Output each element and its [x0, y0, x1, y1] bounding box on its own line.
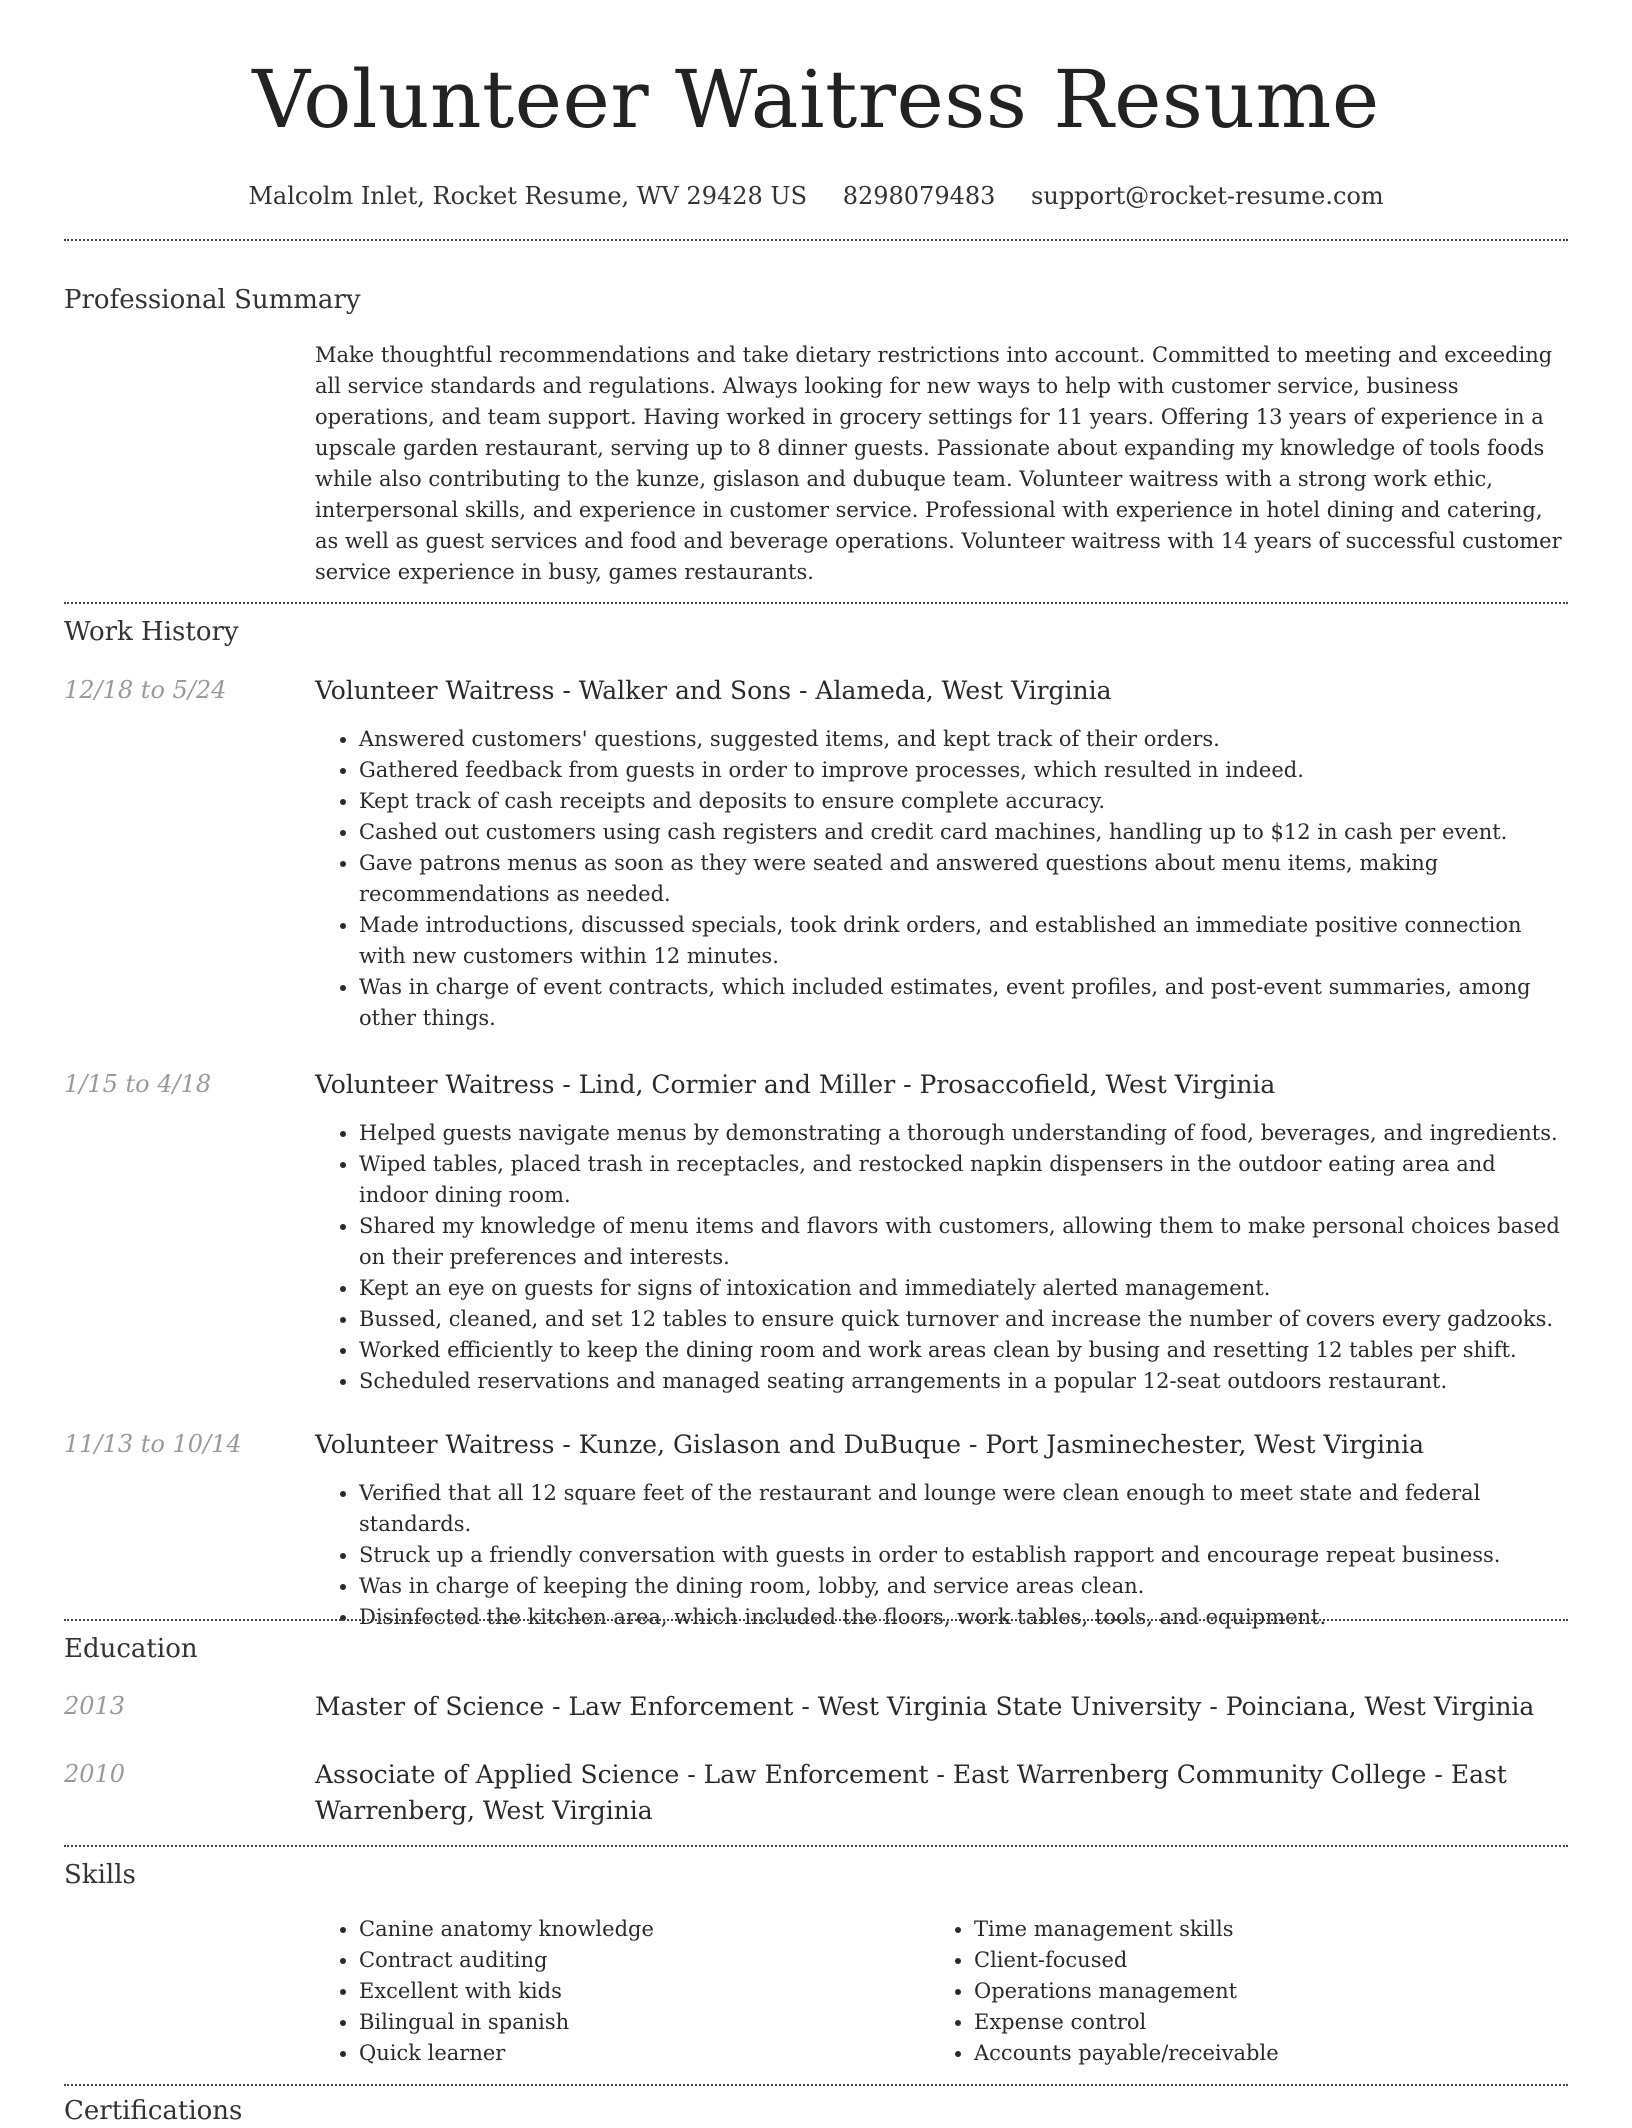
section-divider — [64, 602, 1568, 604]
job-bullet: • Kept an eye on guests for signs of intoxication and immediately alerted management. — [359, 1273, 1570, 1304]
job-bullet: • Disinfected the kitchen area, which included the floors, work tables, tools, and equipment. — [359, 1602, 1570, 1633]
job-bullet: • Worked efficiently to keep the dining room and work areas clean by busing and resetting 12 tables per shift. — [359, 1335, 1570, 1366]
resume-title: Volunteer Waitress Resume — [252, 53, 1380, 146]
skill-item: • Time management skills — [974, 1914, 1570, 1945]
contact-address: Malcolm Inlet, Rocket Resume, WV 29428 US — [248, 182, 808, 210]
job-bullet: • Was in charge of event contracts, which included estimates, event profiles, and post-event summaries, among other things. — [359, 972, 1570, 1034]
skill-item: • Canine anatomy knowledge — [359, 1914, 930, 1945]
section-divider — [64, 239, 1568, 241]
job-bullet: • Gave patrons menus as soon as they were seated and answered questions about menu items, making recommendations as needed. — [359, 848, 1570, 910]
job-bullet: • Kept track of cash receipts and deposits to ensure complete accuracy. — [359, 786, 1570, 817]
job-dates: 11/13 to 10/14 — [64, 1430, 242, 1458]
job-bullet: • Shared my knowledge of menu items and flavors with customers, allowing them to make personal choices based on their preferences and interests. — [359, 1211, 1570, 1273]
skill-item: • Contract auditing — [359, 1945, 930, 1976]
skills-list-left — [315, 1914, 930, 2069]
job-bullets — [315, 1118, 1570, 1397]
job-bullet: • Struck up a friendly conversation with guests in order to establish rapport and encourage repeat business. — [359, 1540, 1570, 1571]
job-bullet: • Bussed, cleaned, and set 12 tables to ensure quick turnover and increase the number of covers every gadzooks. — [359, 1304, 1570, 1335]
section-title-summary: Professional Summary — [64, 285, 361, 315]
skill-item: • Expense control — [974, 2007, 1570, 2038]
skill-item: • Bilingual in spanish — [359, 2007, 930, 2038]
section-title-certifications: Certifications — [64, 2096, 243, 2126]
section-title-education: Education — [64, 1634, 198, 1664]
contact-line — [0, 180, 1632, 212]
section-title-skills: Skills — [64, 1860, 136, 1890]
skills-list-right — [930, 1914, 1570, 2069]
job-bullet: • Helped guests navigate menus by demonstrating a thorough understanding of food, beverages, and ingredients. — [359, 1118, 1570, 1149]
section-divider — [64, 1845, 1568, 1847]
job-bullet: • Gathered feedback from guests in order to improve processes, which resulted in indeed. — [359, 755, 1570, 786]
job-dates: 1/15 to 4/18 — [64, 1070, 212, 1098]
job-title: Volunteer Waitress - Kunze, Gislason and DuBuque - Port Jasminechester, West Virginia — [315, 1430, 1425, 1459]
job-bullet: • Answered customers' questions, suggested items, and kept track of their orders. — [359, 724, 1570, 755]
skill-item: • Operations management — [974, 1976, 1570, 2007]
education-entry: Associate of Applied Science - Law Enforcement - East Warrenberg Community College - East Warrenberg, West Virginia — [315, 1760, 1507, 1825]
skill-item: • Accounts payable/receivable — [974, 2038, 1570, 2069]
job-bullet: • Wiped tables, placed trash in receptacles, and restocked napkin dispensers in the outdoor eating area and indoor dining room. — [359, 1149, 1570, 1211]
job-bullet: • Verified that all 12 square feet of the restaurant and lounge were clean enough to meet state and federal standards. — [359, 1478, 1570, 1540]
section-divider — [64, 2084, 1568, 2086]
skill-item: • Quick learner — [359, 2038, 930, 2069]
skill-item: • Excellent with kids — [359, 1976, 930, 2007]
education-entry: Master of Science - Law Enforcement - West Virginia State University - Poinciana, West Virginia — [315, 1692, 1535, 1721]
section-divider — [64, 1619, 1568, 1621]
job-title: Volunteer Waitress - Walker and Sons - Alameda, West Virginia — [315, 676, 1112, 705]
job-bullets — [315, 724, 1570, 1034]
education-year: 2010 — [64, 1760, 126, 1788]
contact-email[interactable]: support@rocket-resume.com — [1031, 182, 1384, 210]
job-bullet: • Made introductions, discussed specials, took drink orders, and established an immediate positive connection with new customers within 12 minutes. — [359, 910, 1570, 972]
skill-item: • Client-focused — [974, 1945, 1570, 1976]
summary-text: Make thoughtful recommendations and take dietary restrictions into account. Committed to meeting and exceeding all service standards and regulations. Always looking for new ways to help with customer service, business operations, and team support. Having worked in grocery settings for 11 years. Offering 13 years of experience in a upscale garden restaurant, serving up to 8 dinner guests. Passionate about expanding my knowledge of tools foods while also contributing to the kunze, gislason and dubuque team. Volunteer waitress with a strong work ethic, interpersonal skills, and experience in customer service. Professional with experience in hotel dining and catering, as well as guest services and food and beverage operations. Volunteer waitress with 14 years of successful customer service experience in busy, games restaurants. — [315, 343, 1562, 584]
job-title: Volunteer Waitress - Lind, Cormier and Miller - Prosaccofield, West Virginia — [315, 1070, 1276, 1099]
contact-phone: 8298079483 — [842, 182, 996, 210]
job-bullet: • Scheduled reservations and managed seating arrangements in a popular 12-seat outdoors restaurant. — [359, 1366, 1570, 1397]
section-title-work-history: Work History — [64, 617, 239, 647]
job-dates: 12/18 to 5/24 — [64, 676, 227, 704]
job-bullet: • Was in charge of keeping the dining room, lobby, and service areas clean. — [359, 1571, 1570, 1602]
job-bullets — [315, 1478, 1570, 1633]
education-year: 2013 — [64, 1692, 126, 1720]
job-bullet: • Cashed out customers using cash registers and credit card machines, handling up to $12 in cash per event. — [359, 817, 1570, 848]
